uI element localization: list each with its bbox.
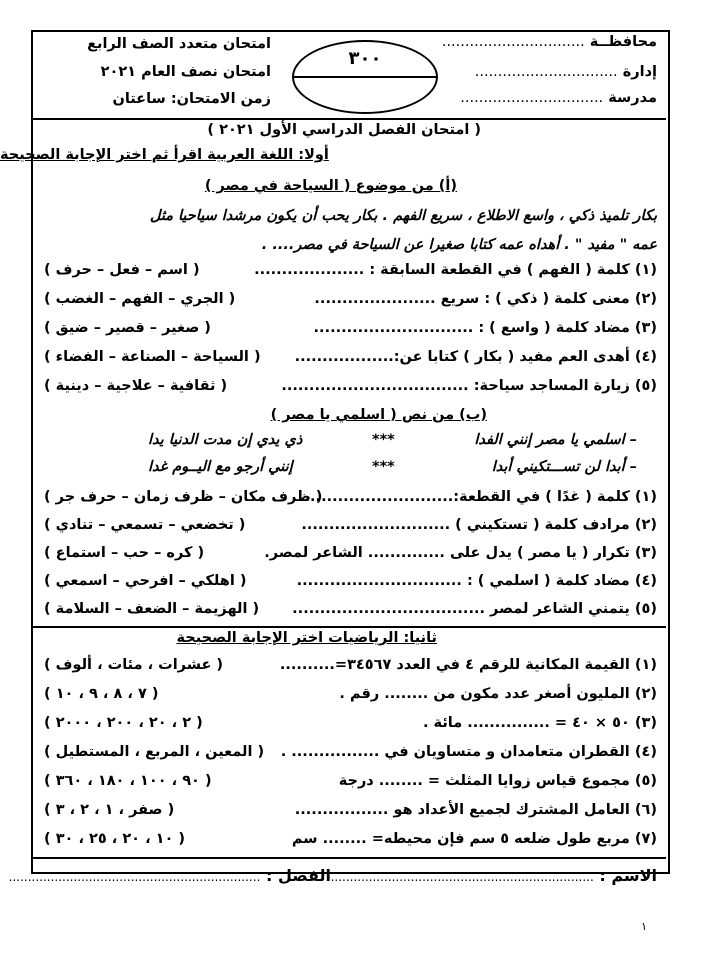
arabic-a-question-2 bbox=[314, 291, 657, 307]
question-number: (٦) bbox=[634, 802, 657, 818]
name-label: الاسم : bbox=[599, 866, 657, 885]
question-text: مضاد كلمة ( اسلمي ) : .............................. bbox=[296, 573, 630, 589]
answer-options: ( الجري – الفهم – الغضب ) bbox=[44, 291, 236, 307]
question-text: أهدى العم مفيد ( بكار ) كتابا عن:.................. bbox=[294, 349, 630, 365]
math-question-1 bbox=[280, 657, 657, 673]
question-text: كلمة ( الفهم ) في القطعة السابقة : .................... bbox=[254, 262, 630, 278]
arabic-a-question-1 bbox=[254, 262, 657, 278]
answer-options: ( صفر ، ١ ، ٢ ، ٣ ) bbox=[44, 802, 175, 818]
administration-row bbox=[475, 64, 657, 80]
answer-options: ( تخضعي – تسمعي – تنادي ) bbox=[44, 517, 246, 533]
score-value: ٣٠٠ bbox=[348, 48, 382, 69]
poem-verse-first-half: – أبدا لن تســـتكيني أبدا bbox=[491, 459, 637, 475]
school-label: مدرسة bbox=[608, 90, 657, 106]
arabic-b-question-2 bbox=[301, 517, 657, 533]
question-number: (١) bbox=[634, 262, 657, 278]
governorate-label: محافظــة bbox=[589, 34, 657, 50]
question-text: مربع طول ضلعه ٥ سم فإن محيطه= ........ سم bbox=[291, 831, 630, 847]
header-line1: امتحان متعدد الصف الرابع bbox=[87, 36, 271, 52]
arabic-b-question-1 bbox=[299, 489, 657, 505]
answer-options: ( ٧ ، ٨ ، ٩ ، ١٠ ) bbox=[44, 686, 159, 702]
governorate-dots: ............................... bbox=[441, 34, 585, 50]
answer-options: ( عشرات ، مئات ، ألوف ) bbox=[44, 657, 224, 673]
question-number: (١) bbox=[634, 657, 657, 673]
question-text: يتمني الشاعر لمصر ................................... bbox=[292, 601, 630, 617]
poem-verse-first-half: – اسلمي يا مصر إنني الفدا bbox=[474, 432, 637, 448]
question-number: (٥) bbox=[634, 378, 657, 394]
arabic-b-question-5 bbox=[292, 601, 657, 617]
answer-options: ( ظرف مكان – ظرف زمان – حرف جر ) bbox=[44, 489, 323, 505]
question-text: ٥٠ × ٤٠ = ............... مائة . bbox=[423, 715, 630, 731]
answer-options: ( اهلكي – افرحي – اسمعي ) bbox=[44, 573, 247, 589]
question-text: العامل المشترك لجميع الأعداد هو ................. bbox=[294, 802, 630, 818]
question-text: القطران متعامدان و متساويان في ................ . bbox=[280, 744, 630, 760]
question-text: المليون أصغر عدد مكون من ........ رقم . bbox=[339, 686, 630, 702]
section-divider bbox=[31, 626, 666, 628]
math-question-4 bbox=[281, 744, 657, 760]
question-text: زيارة المساجد سياحة: .................................. bbox=[281, 378, 630, 394]
question-number: (٥) bbox=[634, 773, 657, 789]
name-dots: ...................................................................... bbox=[326, 870, 594, 884]
math-heading: ثانيا: الرياضيات اختر الإجابة الصحيحة bbox=[176, 630, 437, 646]
exam-title: ( امتحان الفصل الدراسي الأول ٢٠٢١ ) bbox=[207, 122, 481, 138]
passage-line2: عمه " مفيد " . أهداه عمه كتابا صغيرا عن السياحة في مصر.... . bbox=[261, 237, 657, 253]
name-field bbox=[327, 866, 657, 885]
answer-options: ( صغير – قصير – ضيق ) bbox=[44, 320, 211, 336]
header-line2: امتحان نصف العام ٢٠٢١ bbox=[100, 64, 271, 80]
question-number: (٧) bbox=[634, 831, 657, 847]
question-text: مجموع قياس زوايا المثلث = ........ درجة bbox=[338, 773, 630, 789]
arabic-b-question-4 bbox=[297, 573, 657, 589]
question-number: (٤) bbox=[634, 744, 657, 760]
answer-options: ( ثقافية – علاجية – دينية ) bbox=[44, 378, 228, 394]
answer-options: ( ٩٠ ، ١٠٠ ، ١٨٠ ، ٣٦٠ ) bbox=[44, 773, 212, 789]
school-row bbox=[460, 90, 657, 106]
poem-separator: *** bbox=[372, 432, 395, 448]
question-text: معنى كلمة ( ذكي ) : سريع ...................... bbox=[314, 291, 630, 307]
class-field bbox=[9, 866, 331, 885]
answer-options: ( الهزيمة – الضعف – السلامة ) bbox=[44, 601, 260, 617]
answer-options: ( ٢ ، ٢٠ ، ٢٠٠ ، ٢٠٠٠ ) bbox=[44, 715, 203, 731]
administration-dots: ............................... bbox=[474, 64, 618, 80]
question-number: (٤) bbox=[634, 349, 657, 365]
answer-options: ( السياحة – الصناعة – الفضاء ) bbox=[44, 349, 261, 365]
poem-verse-second-half: ذي يدي إن مدت الدنيا يدا bbox=[148, 432, 303, 448]
footer-divider bbox=[31, 857, 666, 859]
question-number: (٤) bbox=[634, 573, 657, 589]
passage-line1: بكار تلميذ ذكي ، واسع الاطلاع ، سريع الفهم . بكار يحب أن يكون مرشدا سياحيا مثل bbox=[149, 208, 657, 224]
part-a-title: (أ) من موضوع ( السياحة في مصر ) bbox=[204, 178, 457, 194]
answer-options: ( ١٠ ، ٢٠ ، ٢٥ ، ٣٠ ) bbox=[44, 831, 186, 847]
question-number: (٣) bbox=[634, 545, 657, 561]
part-b-title: (ب) من نص ( اسلمي يا مصر ) bbox=[270, 407, 487, 423]
question-text: تكرار ( يا مصر ) يدل على .............. الشاعر لمصر. bbox=[264, 545, 630, 561]
question-number: (٢) bbox=[634, 517, 657, 533]
math-question-3 bbox=[423, 715, 657, 731]
arabic-a-question-4 bbox=[295, 349, 657, 365]
arabic-a-question-5 bbox=[281, 378, 657, 394]
arabic-heading: أولا: اللغة العربية اقرأ ثم اختر الإجابة الصحيحة bbox=[0, 147, 329, 163]
school-dots: ............................... bbox=[460, 90, 604, 106]
answer-options: ( كره – حب – استماع ) bbox=[44, 545, 205, 561]
question-number: (٢) bbox=[634, 686, 657, 702]
page-number: ١ bbox=[641, 920, 647, 933]
answer-options: ( اسم – فعل – حرف ) bbox=[44, 262, 200, 278]
math-question-7 bbox=[292, 831, 657, 847]
administration-label: إدارة bbox=[622, 64, 657, 80]
answer-options: ( المعين ، المربع ، المستطيل ) bbox=[44, 744, 265, 760]
math-question-6 bbox=[295, 802, 657, 818]
question-number: (٣) bbox=[634, 715, 657, 731]
arabic-a-question-3 bbox=[314, 320, 657, 336]
question-text: كلمة ( غدًا ) في القطعة:............................ bbox=[299, 489, 630, 505]
question-text: القيمة المكانية للرقم ٤ في العدد ٣٤٥٦٧=.......... bbox=[279, 657, 630, 673]
score-divider bbox=[294, 76, 436, 78]
math-question-5 bbox=[339, 773, 657, 789]
math-question-2 bbox=[339, 686, 657, 702]
arabic-b-question-3 bbox=[264, 545, 657, 561]
question-text: مضاد كلمة ( واسع ) : ............................. bbox=[313, 320, 630, 336]
question-text: مرادف كلمة ( تستكيني ) ........................... bbox=[301, 517, 630, 533]
class-dots: .................................................................. bbox=[8, 870, 261, 884]
class-label: الفصل : bbox=[265, 866, 331, 885]
question-number: (١) bbox=[634, 489, 657, 505]
score-oval bbox=[292, 40, 438, 114]
poem-separator: *** bbox=[372, 459, 395, 475]
governorate-row bbox=[442, 34, 657, 50]
header-line3: زمن الامتحان: ساعتان bbox=[112, 91, 271, 107]
question-number: (٣) bbox=[634, 320, 657, 336]
poem-verse-second-half: إنني أرجو مع اليــوم غدا bbox=[148, 459, 293, 475]
question-number: (٥) bbox=[634, 601, 657, 617]
question-number: (٢) bbox=[634, 291, 657, 307]
